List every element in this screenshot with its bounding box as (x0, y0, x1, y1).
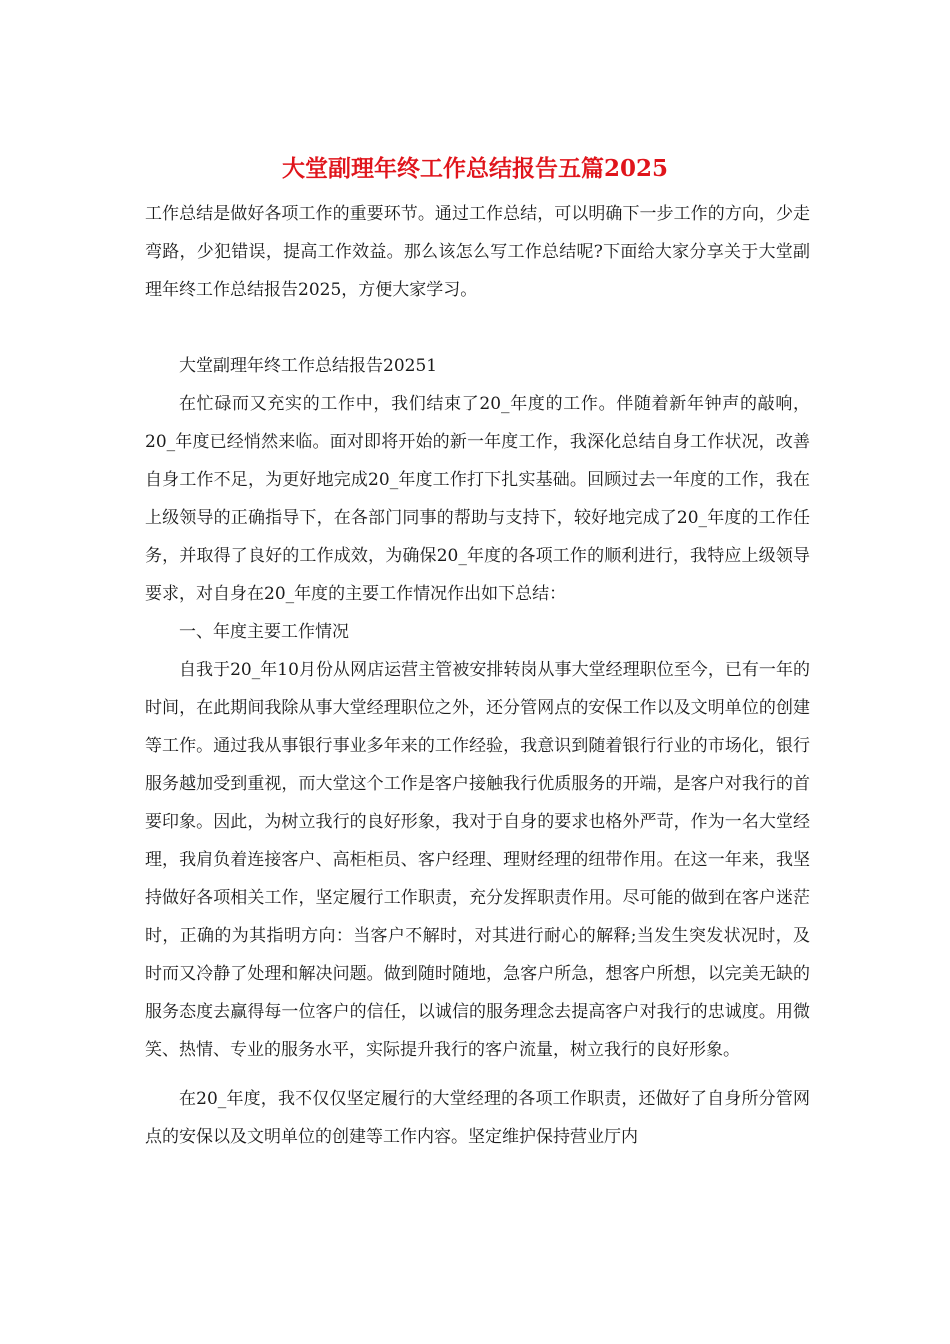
body-paragraph-3: 在20_年度，我不仅仅坚定履行的大堂经理的各项工作职责，还做好了自身所分管网点的安保以及文明单位的创建等工作内容。坚定维护保持营业厅内 (145, 1089, 810, 1147)
body-paragraph-2: 自我于20_年10月份从网店运营主管被安排转岗从事大堂经理职位至今，已有一年的时间，在此期间我除从事大堂经理职位之外，还分管网点的安保工作以及文明单位的创建等工作。通过我从事银行事业多年来的工作经验，我意识到随着银行行业的市场化，银行服务越加受到重视，而大堂这个工作是客户接触我行优质服务的开端，是客户对我行的首要印象。因此，为树立我行的良好形象，我对于自身的要求也格外严苛，作为一名大堂经理，我肩负着连接客户、高柜柜员、客户经理、理财经理的纽带作用。在这一年来，我坚持做好各项相关工作，坚定履行工作职责，充分发挥职责作用。尽可能的做到在客户迷茫时，正确的为其指明方向：当客户不解时，对其进行耐心的解释;当发生突发状况时，及时而又冷静了处理和解决问题。做到随时随地，急客户所急，想客户所想，以完美无缺的服务态度去赢得每一位客户的信任，以诚信的服务理念去提高客户对我行的忠诚度。用微笑、热情、专业的服务水平，实际提升我行的客户流量，树立我行的良好形象。 (145, 660, 810, 1060)
document-body (145, 195, 810, 1156)
document-title: 大堂副理年终工作总结报告五篇2025 (281, 155, 668, 182)
intro-paragraph: 工作总结是做好各项工作的重要环节。通过工作总结，可以明确下一步工作的方向，少走弯路，少犯错误，提高工作效益。那么该怎么写工作总结呢?下面给大家分享关于大堂副理年终工作总结报告2025，方便大家学习。 (145, 204, 810, 300)
subheading-annual-work: 一、年度主要工作情况 (179, 622, 349, 642)
body-paragraph-1: 在忙碌而又充实的工作中，我们结束了20_年度的工作。伴随着新年钟声的敲响，20_年度已经悄然来临。面对即将开始的新一年度工作，我深化总结自身工作状况，改善自身工作不足，为更好地完成20_年度工作打下扎实基础。回顾过去一年度的工作，我在上级领导的正确指导下，在各部门同事的帮助与支持下，较好地完成了20_年度的工作任务，并取得了良好的工作成效，为确保20_年度的各项工作的顺利进行，我特应上级领导要求，对自身在20_年度的主要工作情况作出如下总结： (145, 394, 810, 604)
section-heading: 大堂副理年终工作总结报告20251 (179, 356, 438, 376)
